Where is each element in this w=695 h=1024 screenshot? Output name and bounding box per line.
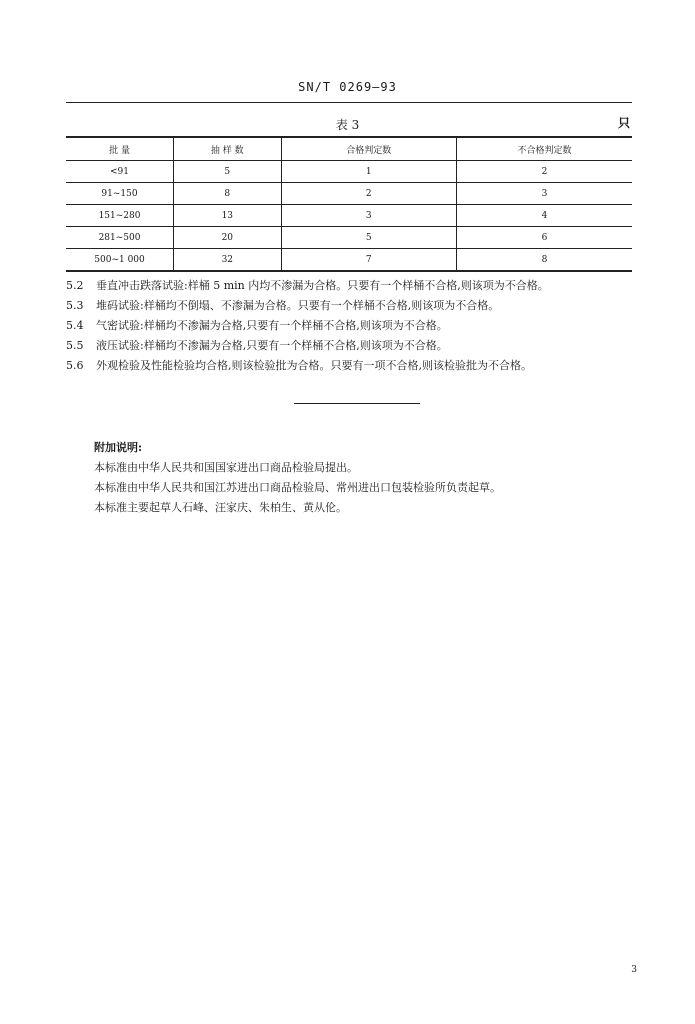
clause-text: 垂直冲击跌落试验:样桶 5 min 内均不渗漏为合格。只要有一个样桶不合格,则该项为不合格。 xyxy=(96,279,549,292)
table-row xyxy=(66,161,632,183)
criteria-clauses xyxy=(66,276,666,376)
clause-number: 5.2 xyxy=(66,279,84,292)
clause-5-3 xyxy=(66,296,666,316)
table-cell: 91~150 xyxy=(66,183,174,205)
sampling-table xyxy=(66,136,632,272)
table-row xyxy=(66,205,632,227)
clause-number: 5.5 xyxy=(66,339,84,352)
clause-text: 堆码试验:样桶均不倒塌、不渗漏为合格。只要有一个样桶不合格,则该项为不合格。 xyxy=(96,299,500,312)
end-rule xyxy=(294,403,420,404)
table-row xyxy=(66,249,632,272)
clause-5-4 xyxy=(66,316,666,336)
table-unit: 只 xyxy=(617,116,630,130)
table-cell: 5 xyxy=(174,161,282,183)
table-header-row xyxy=(66,137,632,161)
clause-5-2 xyxy=(66,276,666,296)
table-title: 表 3 xyxy=(335,118,360,132)
table-cell: 1 xyxy=(281,161,456,183)
clause-number: 5.4 xyxy=(66,319,84,332)
table-cell: 281~500 xyxy=(66,227,174,249)
table-cell: 3 xyxy=(281,205,456,227)
table-cell: 7 xyxy=(281,249,456,272)
column-header-reject: 不合格判定数 xyxy=(457,137,632,161)
table-cell: 8 xyxy=(174,183,282,205)
clause-5-5 xyxy=(66,336,666,356)
table-cell: 6 xyxy=(457,227,632,249)
table-row xyxy=(66,183,632,205)
additional-notes xyxy=(94,438,501,518)
column-header-batch: 批 量 xyxy=(66,137,174,161)
table-cell: 3 xyxy=(457,183,632,205)
clause-number: 5.6 xyxy=(66,359,84,372)
table-cell: 500~1 000 xyxy=(66,249,174,272)
table-cell: 4 xyxy=(457,205,632,227)
clause-text: 气密试验:样桶均不渗漏为合格,只要有一个样桶不合格,则该项为不合格。 xyxy=(96,319,448,332)
table-cell: 5 xyxy=(281,227,456,249)
clause-number: 5.3 xyxy=(66,299,84,312)
table-cell: 13 xyxy=(174,205,282,227)
table-cell: <91 xyxy=(66,161,174,183)
table-cell: 2 xyxy=(457,161,632,183)
column-header-accept: 合格判定数 xyxy=(281,137,456,161)
notes-line: 本标准由中华人民共和国国家进出口商品检验局提出。 xyxy=(94,461,358,474)
page-number: 3 xyxy=(631,965,637,975)
clause-text: 外观检验及性能检验均合格,则该检验批为合格。只要有一项不合格,则该检验批为不合格。 xyxy=(96,359,532,372)
notes-heading: 附加说明: xyxy=(94,441,143,454)
standard-code: SN/T 0269—93 xyxy=(298,80,397,94)
table-cell: 32 xyxy=(174,249,282,272)
notes-line: 本标准主要起草人石峰、汪家庆、朱柏生、黄从伦。 xyxy=(94,501,347,514)
table-row xyxy=(66,227,632,249)
notes-line: 本标准由中华人民共和国江苏进出口商品检验局、常州进出口包装检验所负责起草。 xyxy=(94,481,501,494)
clause-text: 液压试验:样桶均不渗漏为合格,只要有一个样桶不合格,则该项为不合格。 xyxy=(96,339,448,352)
table-cell: 151~280 xyxy=(66,205,174,227)
header-rule xyxy=(66,102,632,103)
clause-5-6 xyxy=(66,356,666,376)
table-cell: 8 xyxy=(457,249,632,272)
column-header-sample: 抽 样 数 xyxy=(174,137,282,161)
table-cell: 2 xyxy=(281,183,456,205)
table-cell: 20 xyxy=(174,227,282,249)
